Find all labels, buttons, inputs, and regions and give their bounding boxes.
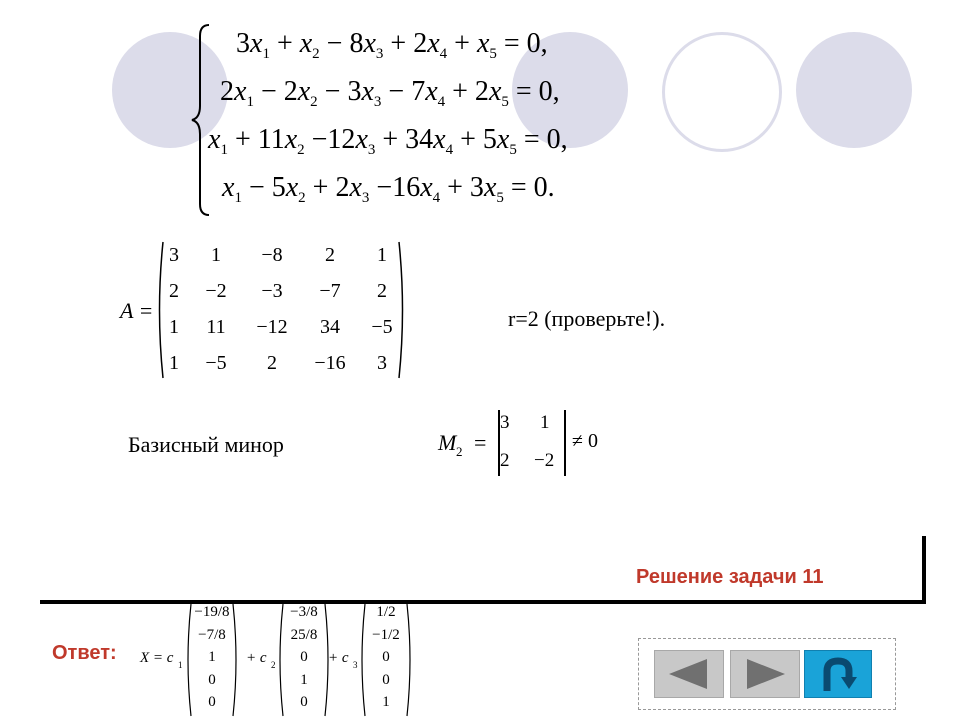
matrix-a-cell: 2 [267,352,277,374]
matrix-a-cell: −5 [205,352,227,374]
variable: x [361,76,374,107]
matrix-a-cell: 1 [169,352,179,374]
answer-expression [140,602,430,718]
variable-index: 3 [373,94,382,110]
answer-plus-c: + c [246,650,267,666]
vector-entry: 25/8 [290,626,318,643]
minor-cell: −2 [534,450,555,471]
vector-entry: 0 [208,671,216,688]
matrix-a-label: A = [120,298,154,323]
answer-label: Ответ: [52,642,117,664]
variable-index: 1 [246,94,254,110]
variable: x [208,124,221,155]
matrix-a-cell: 1 [211,244,221,266]
variable: x [425,76,438,107]
answer-c-sub: 3 [353,660,358,670]
equation-term: − 2 [253,76,298,107]
matrix-a-cell: −3 [261,280,283,302]
decor-circle-3 [662,32,782,152]
variable: x [433,124,446,155]
answer-vector-1 [188,602,236,718]
variable: x [349,172,362,203]
vector-entry: −3/8 [290,604,318,620]
matrix-a-cell: −5 [371,316,393,338]
basis-minor-label: Базисный минор [128,432,284,457]
variable: x [420,172,433,203]
minor-equals: = [474,430,487,455]
variable-index: 2 [312,46,320,62]
variable: x [285,172,299,203]
variable-index: 4 [432,190,441,206]
minor-right-bar [564,410,566,476]
variable-index: 2 [310,94,318,110]
return-button[interactable] [804,650,872,698]
vector-entry: −1/2 [372,626,400,643]
variable-index: 5 [496,190,504,206]
variable: x [488,76,502,107]
equation-term: −12 [304,124,356,155]
vector-entry: 1 [382,694,390,710]
triangle-left-icon [655,651,723,697]
equation-term: 3 [236,28,250,59]
variable-index: 2 [297,142,305,158]
matrix-a-cell: 1 [377,244,387,266]
vector-entry: −19/8 [194,604,230,620]
matrix-a-cell: 34 [320,316,340,338]
variable: x [299,28,313,59]
matrix-a-cell: −16 [314,352,346,374]
basis-minor-expression [438,408,618,478]
matrix-a-cell: −12 [256,316,288,338]
variable-index: 4 [439,46,448,62]
equation-term: − 3 [317,76,362,107]
equation-term: + 2 [445,76,489,107]
variable-index: 3 [367,142,376,158]
equation-term: = 0. [503,172,555,203]
matrix-a-cell: 3 [169,244,179,266]
minor-subscript: 2 [456,444,463,459]
equation-term: + 2 [383,28,428,59]
equation-term: −16 [369,172,421,203]
decor-circle-4 [796,32,912,148]
answer-vector-2 [280,602,328,718]
variable-index: 1 [220,142,228,158]
variable-index: 5 [501,94,509,110]
equation-row [208,124,568,159]
equation-term: − 8 [319,28,364,59]
section-title: Решение задачи 11 [636,566,824,588]
minor-cell: 2 [500,450,510,471]
variable-index: 4 [445,142,454,158]
equation-row [222,172,555,207]
equation-term: + 34 [375,124,434,155]
equation-row [220,76,560,111]
vector-entry: 0 [300,694,308,710]
matrix-a-cell: 2 [169,280,179,302]
answer-plus-c: + c [328,650,349,666]
u-turn-arrow-icon [805,651,871,697]
matrix-a-cell: 1 [169,316,179,338]
variable-index: 1 [234,190,242,206]
matrix-a-cell: −2 [205,280,227,302]
vector-entry: 1 [208,649,216,665]
minor-cell: 3 [500,412,510,433]
variable: x [355,124,368,155]
minor-cell: 1 [540,412,550,433]
variable: x [234,76,247,107]
minor-not-equal-zero: ≠ 0 [572,430,598,452]
frame-vertical-line [922,536,926,604]
vector-entry: 1 [300,671,308,688]
equation-term: − 5 [241,172,286,203]
equation-term: = 0, [516,124,568,155]
answer-x-label: X = c [140,650,174,666]
equation-term: + 2 [305,172,350,203]
matrix-a-cell: −8 [261,244,283,266]
vector-entry: 0 [382,671,390,688]
variable-index: 4 [437,94,446,110]
matrix-a-cells [154,240,408,380]
equation-rows [190,22,630,218]
variable: x [297,76,311,107]
answer-c-sub: 2 [271,660,276,670]
vector-entry: 0 [208,694,216,710]
variable: x [284,124,298,155]
matrix-a-cell: 3 [377,352,387,374]
triangle-right-icon [731,651,799,697]
rank-note: r=2 (проверьте!). [508,306,666,331]
matrix-a-cell: 2 [325,244,335,266]
answer-vector-3 [362,602,410,718]
equation-term: = 0, [508,76,560,107]
variable: x [476,28,490,59]
vector-entry: −7/8 [198,626,226,643]
equation-term: = 0, [496,28,548,59]
matrix-a-cell: 11 [206,316,226,338]
matrix-a [154,240,408,380]
vector-entry: 0 [382,649,390,665]
equation-term: + 11 [227,124,285,155]
equation-term: + [447,28,477,59]
equation-term: 2 [220,76,234,107]
variable: x [496,124,510,155]
vector-entry: 0 [300,649,308,665]
variable: x [222,172,235,203]
variable-index: 5 [509,142,517,158]
equation-system [190,22,630,218]
matrix-a-cell: 2 [377,280,387,302]
variable: x [363,28,376,59]
matrix-a-cell: −7 [319,280,341,302]
variable-index: 1 [262,46,270,62]
vector-entry: 1/2 [376,604,396,620]
equation-term: − 7 [381,76,426,107]
forward-button[interactable] [730,650,800,698]
variable: x [427,28,440,59]
variable: x [250,28,263,59]
equation-term: + 3 [440,172,484,203]
answer-c-sub: 1 [178,660,183,670]
variable-index: 5 [489,46,497,62]
variable-index: 2 [298,190,306,206]
variable: x [483,172,497,203]
minor-name: M [438,430,457,455]
equation-term: + [269,28,300,59]
variable-index: 3 [375,46,384,62]
variable-index: 3 [361,190,370,206]
equation-row [236,28,548,63]
back-button[interactable] [654,650,724,698]
equation-term: + 5 [453,124,497,155]
